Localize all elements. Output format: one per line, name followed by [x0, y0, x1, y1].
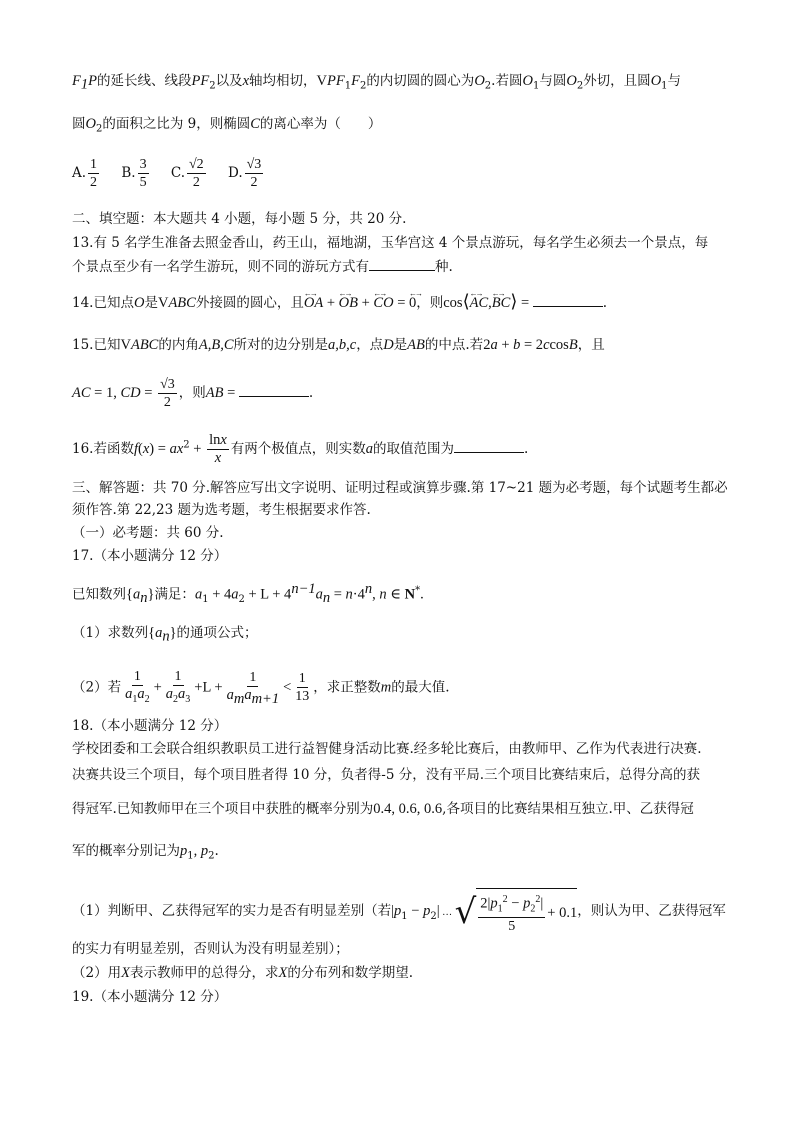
- q17-part2: （2）若 $\frac{1}{a_1a_2}$ + $\frac{1}{a_2a_3}$ +L + $\frac{1}{a_ma_{m+1}}$ < $\frac{1}{13}$ ，求正整数m的最大值.: [72, 669, 450, 707]
- q18-line2: 决赛共设三个项目，每个项目胜者得 10 分，负者得-5 分，没有平局.三个项目比赛结束后，总得分高的获: [72, 767, 700, 783]
- answer-blank: [533, 294, 603, 307]
- q18-part1: （1）判断甲、乙获得冠军的实力是否有明显差别（若$|p_1 - p_2|$ … √ $\frac{2|p_1^2 - p_2^2|}{5}$ + 0.1 ，则认为甲、乙获得冠军: [72, 888, 726, 935]
- option-a: A. $\frac{1}{2}$: [72, 157, 98, 190]
- q19-header: 19.（本小题满分 12 分）: [72, 989, 228, 1005]
- answer-blank: [454, 440, 524, 453]
- answer-blank: [369, 258, 435, 271]
- q18-part1-cont: 的实力有明显差别，否则认为没有明显差别）；: [72, 941, 349, 957]
- q12-line1: $F_1P$的延长线、线段$PF_2$以及x轴均相切，$VPF_1F_2$的内切圆的圆心为$O_2$.若圆$O_1$与圆$O_2$外切，且圆$O_1$与: [72, 73, 682, 93]
- q17-part1: （1）求数列$\{a_n\}$的通项公式；: [72, 625, 258, 645]
- q16-line: 16.若函数$f(x) = ax^2$ + $\frac{\ln x}{x}$ 有两个极值点，则实数a的取值范围为 .: [72, 432, 529, 466]
- q17-stem: 已知数列$\{a_n\}$满足：$a_1 + 4a_2 + L + 4^{n-1}a_n = n\cdot 4^n$, n ∈ N*.: [72, 581, 424, 607]
- q18-line3: 得冠军.已知教师甲在三个项目中获胜的概率分别为0.4, 0.6, 0.6,各项目的比赛结果相互独立.甲、乙获得冠: [72, 801, 694, 817]
- q18-line1: 学校团委和工会联合组织教职员工进行益智健身活动比赛.经多轮比赛后，由教师甲、乙作为代表进行决赛.: [72, 741, 702, 757]
- q13-line2: 个景点至少有一名学生游玩，则不同的游玩方式有 种.: [72, 259, 453, 275]
- q13-line1: 13.有 5 名学生准备去照金香山，药王山，福地湖，玉华宫这 4 个景点游玩，每名学生必须去一个景点，每: [72, 235, 709, 251]
- q14-line: 14.已知点O是VABC外接圆的圆心，且←→ OA + ←→ OB + ←→ CO = ←→ 0，则cos⟨←→ AC,←→ BC⟩ = .: [72, 292, 607, 312]
- q15-line1: 15.已知VABC的内角A,B,C所对的边分别是a,b,c，点D是AB的中点.若2a + b = 2ccosB，且: [72, 337, 605, 353]
- q18-header: 18.（本小题满分 12 分）: [72, 718, 228, 734]
- option-d: D. $\frac{√3}{2}$: [227, 157, 262, 190]
- q17-header: 17.（本小题满分 12 分）: [72, 548, 228, 564]
- section3-required: （一）必考题：共 60 分.: [72, 525, 224, 541]
- q12-options: [72, 156, 281, 191]
- q12-line2: 圆$O_2$的面积之比为 9，则椭圆C的离心率为（ ）: [72, 116, 382, 135]
- section3-line2: 须作答.第 22,23 题为选考题，考生根据要求作答.: [72, 502, 371, 518]
- option-c: C. $\frac{√2}{2}$: [170, 157, 204, 190]
- section3-line1: 三、解答题：共 70 分.解答应写出文字说明、证明过程或演算步骤.第 17~21 题为必考题，每个试题考生都必: [72, 480, 728, 496]
- q18-line4: 军的概率分别记为$p_1$, $p_2$.: [72, 843, 219, 862]
- q15-line2: AC = 1, CD = $\frac{√3}{2}$ ，则AB = .: [72, 377, 314, 410]
- answer-blank: [239, 384, 309, 397]
- option-b: B. $\frac{3}{5}$: [121, 157, 147, 190]
- q18-part2: （2）用X表示教师甲的总得分，求X的分布列和数学期望.: [72, 965, 414, 981]
- section2-title: 二、填空题：本大题共 4 小题，每小题 5 分，共 20 分.: [72, 211, 407, 227]
